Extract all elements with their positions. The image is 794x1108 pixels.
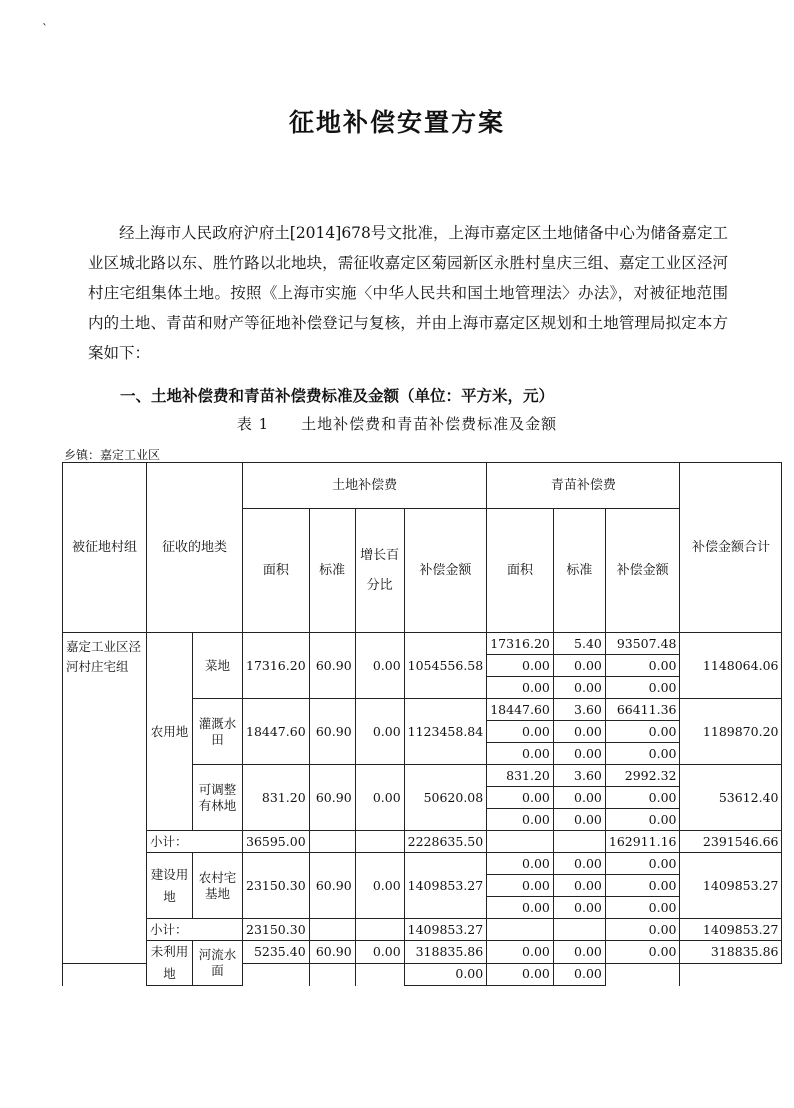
crop-std: 0.00 [553,941,605,964]
land-growth: 0.00 [355,853,404,919]
land-area: 17316.20 [243,633,310,699]
subtotal-area: 23150.30 [243,919,310,941]
crop-area: 0.00 [487,721,554,743]
category-unused: 未利用地 [147,941,193,986]
land-growth: 0.00 [355,941,404,964]
section-heading-1: 一、土地补偿费和青苗补偿费标准及金额（单位：平方米，元） [120,386,555,405]
crop-area: 0.00 [487,787,554,809]
crop-area: 0.00 [404,963,487,986]
header-area: 面积 [243,509,310,633]
row-total: 318835.86 [680,941,782,964]
crop-std: 0.00 [553,853,605,875]
crop-amount: 0.00 [605,787,680,809]
crop-area: 0.00 [487,809,554,831]
crop-std: 0.00 [553,743,605,765]
empty-cell [355,963,404,986]
land-std: 60.90 [309,941,355,964]
empty-cell [605,963,680,986]
subtotal-growth-empty [355,831,404,853]
crop-amount: 0.00 [605,655,680,677]
row-total: 53612.40 [680,765,782,831]
crop-amount: 0.00 [605,677,680,699]
land-amount: 1054556.58 [404,633,487,699]
land-area: 831.20 [243,765,310,831]
crop-amount: 0.00 [605,809,680,831]
intro-text: 经上海市人民政府沪府土[2014]678号文批准，上海市嘉定区土地储备中心为储备嘉定工业区城北路以东、胜竹路以北地块，需征收嘉定区菊园新区永胜村皇庆三组、嘉定工业区泾河村庄宅组集体土地。按照《上海市实施〈中华人民共和国土地管理法〉办法》，对被征地范围内的土地、青苗和财产等征地补偿登记与复核，并由上海市嘉定区规划和土地管理局拟定本方案如下： [88,224,728,362]
header-crop-std: 标准 [553,509,605,633]
row-total: 1189870.20 [680,699,782,765]
header-crop-comp: 青苗补偿费 [487,463,680,509]
crop-std: 0.00 [553,875,605,897]
land-std: 60.90 [309,765,355,831]
crop-area: 0.00 [487,941,554,964]
crop-std: 0.00 [553,721,605,743]
subtotal-crop-std-empty [553,919,605,941]
empty-cell [63,963,147,986]
crop-amount: 2992.32 [605,765,680,787]
land-amount: 1409853.27 [404,853,487,919]
crop-area: 0.00 [487,743,554,765]
subtotal-total: 2391546.66 [680,831,782,853]
intro-paragraph [88,218,728,368]
land-type: 可调整有林地 [193,765,243,831]
subtotal-growth-empty [355,919,404,941]
subtotal-std-empty [309,831,355,853]
land-type: 菜地 [193,633,243,699]
land-amount: 318835.86 [404,941,487,964]
subtotal-label: 小计： [147,919,243,941]
crop-amount: 93507.48 [605,633,680,655]
crop-amount: 0.00 [605,743,680,765]
crop-area: 0.00 [487,897,554,919]
empty-cell [309,963,355,986]
crop-std: 0.00 [553,787,605,809]
crop-std: 3.60 [553,765,605,787]
town-label: 乡镇：嘉定工业区 [64,448,161,462]
crop-std: 3.60 [553,699,605,721]
crop-amount: 0.00 [605,941,680,964]
subtotal-crop-amount: 0.00 [605,919,680,941]
header-std: 标准 [309,509,355,633]
land-area: 5235.40 [243,941,310,964]
village-name: 嘉定工业区泾河村庄宅组 [63,633,147,964]
subtotal-amount: 2228635.50 [404,831,487,853]
subtotal-crop-area-empty [487,919,554,941]
crop-area: 18447.60 [487,699,554,721]
document-title: 征地补偿安置方案 [288,108,505,137]
subtotal-crop-area-empty [487,831,554,853]
crop-amount: 0.00 [605,875,680,897]
crop-std: 0.00 [553,677,605,699]
crop-std: 5.40 [553,633,605,655]
land-amount: 1123458.84 [404,699,487,765]
land-std: 60.90 [309,633,355,699]
crop-amount: 0.00 [605,853,680,875]
crop-area: 0.00 [487,875,554,897]
header-amount: 补偿金额 [404,509,487,633]
crop-amount: 0.00 [605,721,680,743]
crop-area: 0.00 [487,677,554,699]
subtotal-total: 1409853.27 [680,919,782,941]
land-type: 河流水面 [193,941,243,986]
row-total: 1148064.06 [680,633,782,699]
crop-area: 831.20 [487,765,554,787]
compensation-table [62,462,782,986]
row-total: 1409853.27 [680,853,782,919]
land-growth: 0.00 [355,765,404,831]
header-total: 补偿金额合计 [680,463,782,633]
land-std: 60.90 [309,699,355,765]
crop-std: 0.00 [553,897,605,919]
header-growth: 增长百分比 [355,509,404,633]
land-amount: 50620.08 [404,765,487,831]
crop-area: 17316.20 [487,633,554,655]
subtotal-crop-amount: 162911.16 [605,831,680,853]
header-village: 被征地村组 [63,463,147,633]
header-crop-amount: 补偿金额 [605,509,680,633]
land-area: 18447.60 [243,699,310,765]
header-crop-area: 面积 [487,509,554,633]
subtotal-label: 小计： [147,831,243,853]
category-agri: 农用地 [147,633,193,831]
subtotal-std-empty [309,919,355,941]
crop-amount: 0.00 [605,897,680,919]
corner-mark: ˋ [42,22,48,36]
land-growth: 0.00 [355,633,404,699]
category-construct: 建设用地 [147,853,193,919]
crop-std: 0.00 [553,655,605,677]
header-land-type: 征收的地类 [147,463,243,633]
land-area: 23150.30 [243,853,310,919]
subtotal-crop-std-empty [553,831,605,853]
crop-area: 0.00 [487,853,554,875]
subtotal-amount: 1409853.27 [404,919,487,941]
crop-area: 0.00 [487,655,554,677]
land-growth: 0.00 [355,699,404,765]
crop-std: 0.00 [487,963,554,986]
subtotal-area: 36595.00 [243,831,310,853]
crop-amount: 0.00 [553,963,605,986]
empty-cell [243,963,310,986]
land-type: 农村宅基地 [193,853,243,919]
header-land-comp: 土地补偿费 [243,463,487,509]
land-type: 灌溉水田 [193,699,243,765]
crop-amount: 66411.36 [605,699,680,721]
table-caption: 表 1 土地补偿费和青苗补偿费标准及金额 [236,415,558,433]
land-std: 60.90 [309,853,355,919]
crop-std: 0.00 [553,809,605,831]
